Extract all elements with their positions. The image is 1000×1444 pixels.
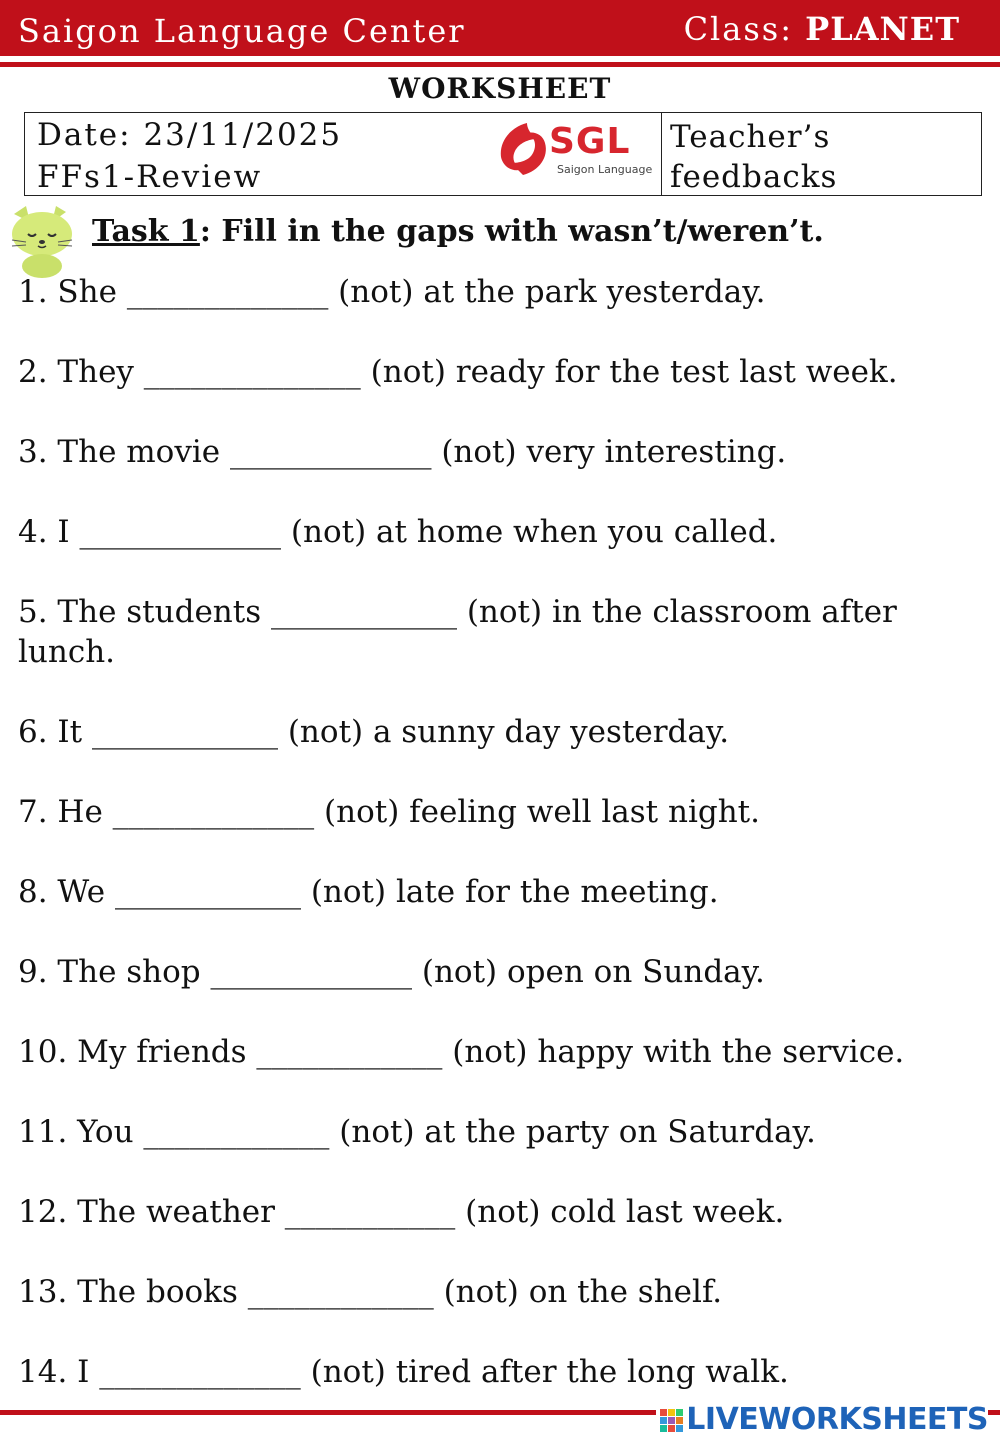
exercise-item: 2. They ______________ (not) ready for the test last week.: [18, 354, 898, 390]
exercise-item: 11. You ____________ (not) at the party on Saturday.: [18, 1114, 816, 1150]
header-divider: [0, 62, 1000, 67]
class-info: [684, 10, 960, 48]
info-table: [24, 112, 982, 196]
exercise-item: 8. We ____________ (not) late for the meeting.: [18, 874, 719, 910]
lesson-code: FFs1-Review: [37, 159, 263, 195]
exercise-item: 4. I _____________ (not) at home when you called.: [18, 514, 778, 550]
center-name: Saigon Language Center: [18, 12, 466, 50]
logo-subtext: Saigon Language: [557, 163, 653, 176]
task-label: Task 1: [92, 214, 200, 249]
sgl-logo: [493, 117, 653, 189]
info-left-cell: [25, 113, 661, 195]
exercise-item: 12. The weather ___________ (not) cold last week.: [18, 1194, 785, 1230]
exercise-item: 5. The students ____________ (not) in the classroom after lunch.: [18, 594, 897, 670]
sgl-swirl-icon: [493, 117, 553, 181]
date-text: Date: 23/11/2025: [37, 117, 343, 153]
exercise-item: 10. My friends ____________ (not) happy with the service.: [18, 1034, 905, 1070]
liveworksheets-text: LIVEWORKSHEETS: [686, 1402, 988, 1437]
exercise-item: 14. I _____________ (not) tired after the long walk.: [18, 1354, 789, 1390]
exercise-item: 3. The movie _____________ (not) very interesting.: [18, 434, 787, 470]
feedback-label: Teacher’s feedbacks: [670, 119, 838, 195]
logo-text: SGL: [549, 121, 631, 162]
exercise-item: 7. He _____________ (not) feeling well last night.: [18, 794, 760, 830]
class-name: PLANET: [805, 10, 960, 48]
exercise-item: 6. It ____________ (not) a sunny day yesterday.: [18, 714, 730, 750]
class-label: Class:: [683, 10, 793, 48]
cat-mascot-icon: [4, 204, 84, 278]
task-instruction: : Fill in the gaps with wasn’t/weren’t.: [199, 214, 824, 249]
liveworksheets-logo[interactable]: [656, 1402, 988, 1437]
exercise-item: 13. The books ____________ (not) on the shelf.: [18, 1274, 723, 1310]
liveworksheets-grid-icon: [660, 1409, 684, 1433]
worksheet-title: WORKSHEET: [388, 72, 612, 105]
exercise-item: 9. The shop _____________ (not) open on Sunday.: [18, 954, 765, 990]
header-bar: [0, 0, 1000, 56]
exercise-item: 1. She _____________ (not) at the park yesterday.: [18, 274, 766, 310]
feedback-cell: [661, 113, 981, 195]
task-title: [92, 214, 824, 249]
exercise-list: [18, 272, 978, 1432]
